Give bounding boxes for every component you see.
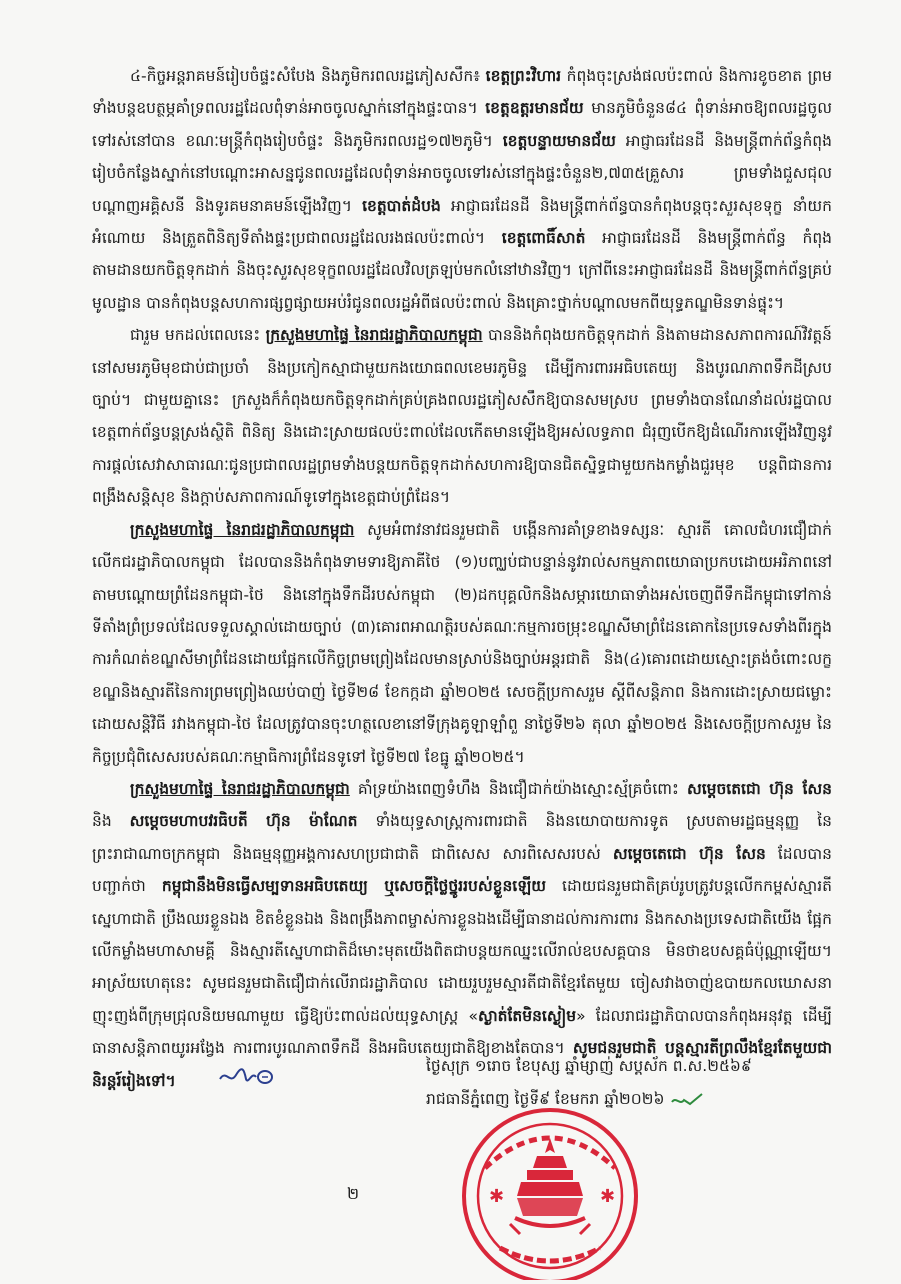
text-run: កំពុងចុះស្រង់ផលប៉ះពាល់ និងការខូចខាត ព្រមទាំងបន្តឧបត្ថម្ភគាំទ្រពលរដ្ឋដែលពុំទាន់អាចចូលស្នាក់នៅក្នុងផ្ទះបាន។ bbox=[92, 67, 832, 118]
ministry-name: ក្រសួងមហាផ្ទៃ នៃរាជរដ្ឋាភិបាលកម្ពុជា bbox=[130, 779, 350, 798]
text-run: អាជ្ញាធរដែនដី និងមន្ត្រីពាក់ព័ន្ធបានកំពុងបន្តចុះសួរសុខទុក្ខ នាំយកអំណោយ និងត្រួតពិនិត្យទីតាំងផ្ទះប្រជាពលរដ្ឋដែលរងផលប៉ះពាល់។ bbox=[92, 196, 832, 248]
text-run: ជារួម មកដល់ពេលនេះ bbox=[130, 326, 266, 345]
svg-text:✱: ✱ bbox=[489, 1186, 505, 1207]
text-run: អាជ្ញាធរដែនដី និងមន្ត្រីពាក់ព័ន្ធ កំពុងតាមដានយកចិត្តទុកដាក់ និងចុះសួរសុខទុក្ខពលរដ្ឋដែលវិលត្រឡប់មកលំនៅឋានវិញ។ ក្រៅពីនេះអាជ្ញាធរដែនដី និងមន្ត្រីពាក់ព័ន្ធគ្រប់មូលដ្ឋាន បានកំពុងបន្តសហការផ្សព្វផ្សាយអប់រំជូនពលរដ្ឋអំពីផលប៉ះពាល់ និងគ្រោះថ្នាក់បណ្តាលមកពីយុទ្ធភណ្ឌមិនទាន់ផ្ទុះ។ bbox=[92, 229, 832, 312]
ministry-seal bbox=[455, 1098, 645, 1280]
paragraph-overall-status bbox=[92, 319, 832, 513]
text-run: និង bbox=[92, 812, 130, 831]
text-run: គាំទ្រយ៉ាងពេញទំហឹង និងជឿជាក់យ៉ាងស្មោះស្ម័គ្រចំពោះ bbox=[349, 779, 687, 798]
text-run: ទាំងយុទ្ធសាស្ត្រការពារជាតិ និងនយោបាយការទូត ស្របតាមរដ្ឋធម្មនុញ្ញ នៃព្រះរាជាណាចក្រកម្ពុជា និងធម្មនុញ្ញអង្គការសហប្រជាជាតិ ជាពិសេស សារពិសេសរបស់ bbox=[92, 812, 832, 863]
closing-call: សូមជនរួមជាតិ បន្តស្មារតីព្រលឹងខ្មែរតែមួយជានិរន្តរ៍រៀងទៅ។ bbox=[92, 1039, 832, 1090]
paragraph-housing-intervention bbox=[92, 60, 832, 319]
leader-name: សម្តេចតេជោ ហ៊ុន សែន bbox=[686, 779, 832, 798]
svg-text:✱: ✱ bbox=[600, 1186, 616, 1207]
text-run: បាននិងកំពុងយកចិត្តទុកដាក់ និងតាមដានសភាពការណ៍វិវត្តន៍នៅសមរភូមិមុខជាប់ជាប្រចាំ និងប្រកៀកស្មាជាមួយកងយោធពលខេមរភូមិន្ទ ដើម្បីការពារអធិបតេយ្យ និងបូរណភាពទឹកដីស្របច្បាប់។ ជាមួយគ្នានេះ ក្រសួងក៏កំពុងយកចិត្តទុកដាក់គ្រប់គ្រងពលរដ្ឋភៀសសឹកឱ្យបានសមស្រប ព្រមទាំងបានណែនាំដល់រដ្ឋបាលខេត្តពាក់ព័ន្ធបន្តស្រង់ស្ថិតិ ពិនិត្យ និងដោះស្រាយផលប៉ះពាល់ដែលកើតមានឡើងឱ្យអស់លទ្ធភាព ជំរុញបើកឱ្យដំណើរការឡើងវិញនូវការផ្ដល់សេវាសាធារណៈជូនប្រជាពលរដ្ឋព្រមទាំងបន្តយកចិត្តទុកដាក់សហការឱ្យបានជិតស្និទ្ធជាមួយកងកម្លាំងជួរមុខ បន្តពិជានការពង្រឹងសន្តិសុខ និងក្ដាប់សភាពការណ៍ទូទៅក្នុងខេត្តជាប់ព្រំដែន។ bbox=[92, 326, 832, 507]
text-run: ដោយជនរួមជាតិគ្រប់រូបត្រូវបន្តលើកកម្ពស់ស្មារតីស្នេហាជាតិ ប្រឹងឈរខ្លួនឯង ខិតខំខ្លួនឯង និងពង្រឹងភាពម្ចាស់ការខ្លួនឯងដើម្បីធានាដល់ការការពារ និងកសាងប្រទេសជាតិយើង ផ្អែកលើកម្លាំងមហាសាមគ្គី និងស្មារតីស្នេហាជាតិដ៏មោះមុតយើងពិតជាបន្តយកឈ្នះលើរាល់ឧបសគ្គបាន មិនថាឧបសគ្គធំប៉ុណ្ណាឡើយ។ អាស្រ័យហេតុនេះ សូមជនរួមជាតិជឿជាក់លើរាជរដ្ឋាភិបាល ដោយរួបរួមស្មារតីជាតិខ្មែរតែមួយ ចៀសវាងចាញ់ឧបាយកលឃោសនា ញុះញង់ពីក្រុមជ្រុលនិយមណាមួយ ធ្វើឱ្យប៉ះពាល់ដល់យុទ្ធសាស្ត្រ « bbox=[92, 877, 832, 1025]
leader-name: សម្តេចតេជោ ហ៊ុន សែន bbox=[612, 844, 766, 863]
text-run: សូមអំពាវនាវជនរួមជាតិ បង្កើនការគាំទ្រខាងទស្សនៈ ស្មារតី គោលជំហរជឿជាក់លើកជរដ្ឋាភិបាលកម្ពុជា ដែលបាននិងកំពុងទាមទារឱ្យភាគីថៃ (១)បញ្ឈប់ជាបន្ទាន់នូវរាល់សកម្មភាពយោធាប្រកបដោយអរិភាពនៅតាមបណ្ដោយព្រំដែនកម្ពុជា-ថៃ និងនៅក្នុងទឹកដីរបស់កម្ពុជា (២)ដកបុគ្គលិកនិងសម្ភារយោធាទាំងអស់ចេញពីទឹកដីកម្ពុជាទៅកាន់ទីតាំងព្រំប្រទល់ដែលទទួលស្គាល់ដោយច្បាប់ (៣)គោរពអាណត្តិរបស់គណៈកម្មការចម្រុះខណ្ឌសីមាព្រំដែនគោកនៃប្រទេសទាំងពីរក្នុងការកំណត់ខណ្ឌសីមាព្រំដែនដោយផ្អែកលើកិច្ចព្រមព្រៀងដែលមានស្រាប់និងច្បាប់អន្តរជាតិ និង(៤)គោរពដោយស្មោះត្រង់ចំពោះលក្ខខណ្ឌនិងស្មារតីនៃការព្រមព្រៀងឈប់បាញ់ ថ្ងៃទី២៨ ខែកក្កដា ឆ្នាំ២០២៥ សេចក្តីប្រកាសរួម ស្តីពីសន្តិភាព និងការដោះស្រាយជម្លោះដោយសន្តិវិធី រវាងកម្ពុជា-ថៃ ដែលត្រូវបានចុះហត្ថលេខានៅទីក្រុងគូឡាឡាំពួ នាថ្ងៃទី២៦ តុលា ឆ្នាំ២០២៥ និងសេចក្តីប្រកាសរួម នៃកិច្ចប្រជុំពិសេសរបស់គណៈកម្មាធិការព្រំដែនទូទៅ ថ្ងៃទី២៧ ខែធ្នូ ឆ្នាំ២០២៥។ bbox=[92, 520, 832, 766]
province-preah-vihear: ខេត្តព្រះវិហារ bbox=[485, 67, 562, 85]
handwritten-initial-icon bbox=[180, 1065, 274, 1098]
province-oddar-meanchey: ខេត្តឧត្តរមានជ័យ bbox=[485, 99, 584, 118]
solar-date-text: រាជធានីភ្នំពេញ ថ្ងៃទី៩ ខែមករា ឆ្នាំ២០២៦ bbox=[426, 1090, 665, 1108]
leader-name: សម្តេចមហាបវរធិបតី ហ៊ុន ម៉ាណែត bbox=[129, 812, 358, 831]
lunar-date: ថ្ងៃសុក្រ ១រោច ខែបុស្ស ឆ្នាំម្សាញ់ សប្តស័ក ព.ស.២៥៦៩ bbox=[426, 1057, 752, 1075]
ministry-name: ក្រសួងមហាផ្ទៃ នៃរាជរដ្ឋាភិបាលកម្ពុជា bbox=[265, 326, 483, 345]
paragraph-appeal bbox=[92, 514, 832, 773]
strategy-slogan: ស្ងាត់តែមិនស្ងៀម bbox=[477, 1006, 577, 1025]
initial-check-icon bbox=[664, 1090, 704, 1108]
seal-graphic bbox=[455, 1098, 645, 1280]
province-banteay-meanchey: ខេត្តបន្ទាយមានជ័យ bbox=[502, 131, 616, 150]
letter-body bbox=[92, 60, 832, 1098]
page-number: ២ bbox=[347, 1184, 360, 1203]
text-run: ដែលបានបញ្ជាក់ថា bbox=[92, 844, 833, 896]
province-battambang: ខេត្តបាត់ដំបង bbox=[362, 196, 441, 215]
key-quote: កម្ពុជានឹងមិនធ្វើសម្បទានអធិបតេយ្យ ឬសេចក្តីថ្លៃថ្នូររបស់ខ្លួនឡើយ bbox=[161, 877, 546, 896]
province-pursat: ខេត្តពោធិ៍សាត់ bbox=[501, 229, 586, 248]
ministry-name: ក្រសួងមហាផ្ទៃ នៃរាជរដ្ឋាភិបាលកម្ពុជា bbox=[130, 520, 355, 539]
text-run: អាជ្ញាធរដែនដី និងមន្ត្រីពាក់ព័ន្ធកំពុងរៀបចំកន្លែងស្នាក់នៅបណ្ដោះអាសន្នជូនពលរដ្ឋដែលពុំទាន់អាចចូលទៅរស់នៅក្នុងផ្ទះចំនួន២,៧៣៥គ្រួសារ ព្រមទាំងជួសជុលបណ្ដាញអគ្គិសនី និងទូរគមនាគមន៍ឡើងវិញ។ bbox=[92, 131, 832, 215]
text-run: មានភូមិចំនួន៨៤ ពុំទាន់អាចឱ្យពលរដ្ឋចូលទៅរស់នៅបាន ខណៈមន្ត្រីកំពុងរៀបចំផ្ទះ និងភូមិករពលរដ្ឋ១៧២ភូមិ។ bbox=[92, 99, 832, 150]
text-run: » ដែលរាជរដ្ឋាភិបាលបានកំពុងអនុវត្ត ដើម្បីធានាសន្តិភាពយូរអង្វែង ការពារបូរណភាពទឹកដី និងអធិបតេយ្យជាតិឱ្យខាងតែបាន។ bbox=[92, 1006, 832, 1058]
section-heading: ៤-កិច្ចអន្តរាគមន៍រៀបចំផ្ទះសំបែង និងភូមិករពលរដ្ឋភៀសសឹក៖ bbox=[130, 67, 481, 85]
